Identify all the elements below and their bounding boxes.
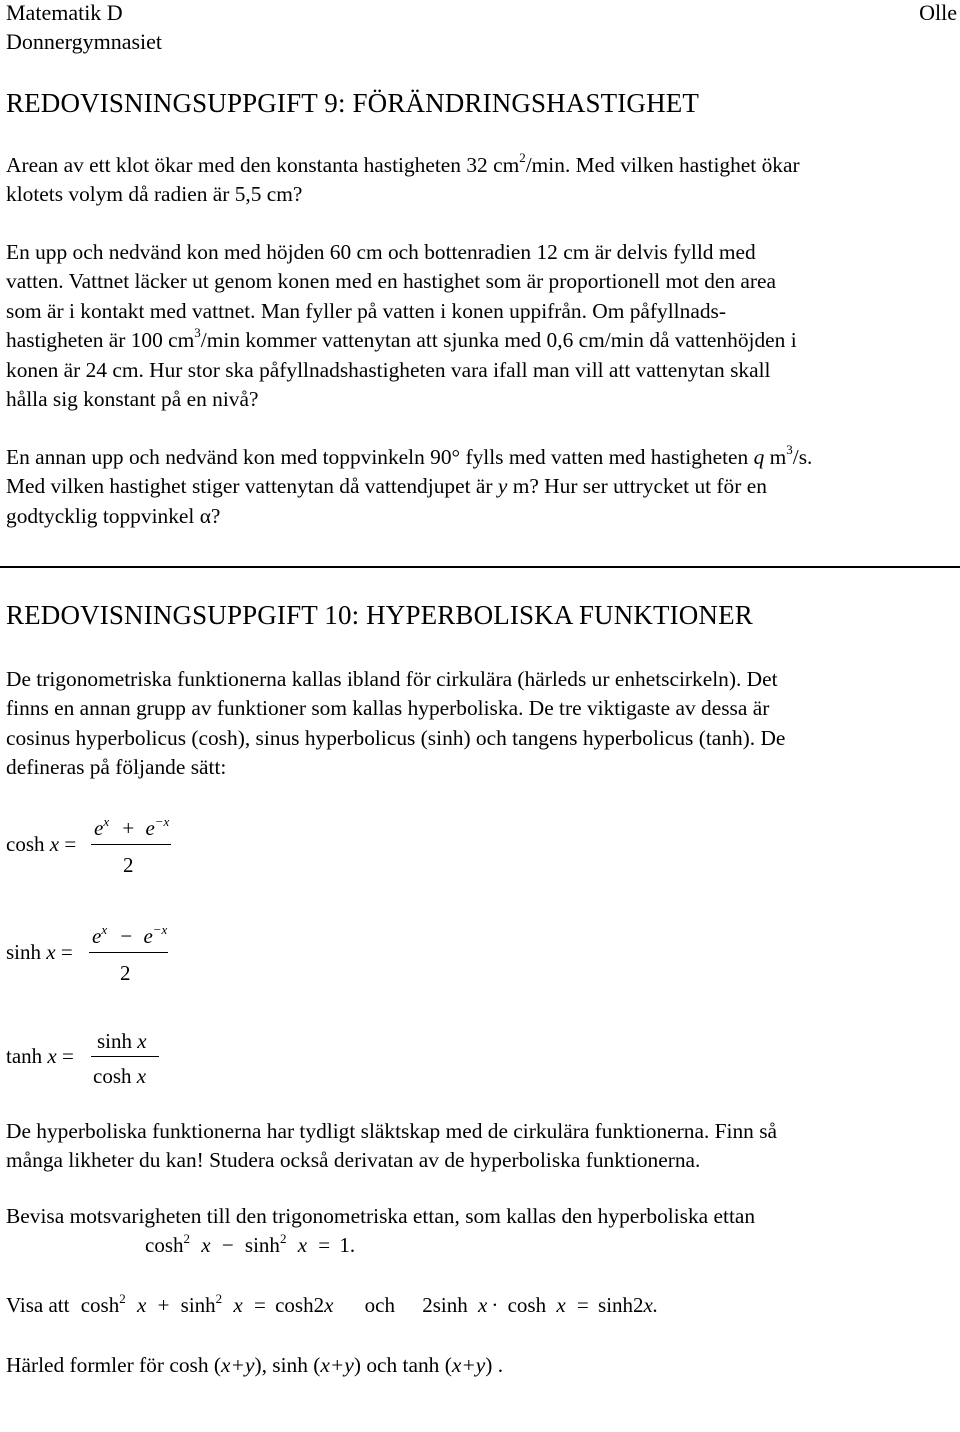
text-line: som är i kontakt med vattnet. Man fyller på vatten i konen uppifrån. Om påfyllnads-: [6, 298, 726, 323]
cosh-denominator: 2: [123, 853, 134, 877]
task9-paragraph-3: [6, 443, 956, 531]
task9-paragraph-2: [6, 238, 956, 414]
task10-paragraph-identity: [6, 1202, 956, 1263]
text-line: Arean av ett klot ökar med den konstanta hastigheten 32 $cm^2/\min$. Med vilken hastighet ökar: [6, 149, 800, 177]
text-line: konen är 24 cm. Hur stor ska påfyllnadshastigheten vara ifall man vill att vattenytan skall: [6, 357, 771, 382]
task10-paragraph-intro: [6, 665, 956, 783]
author-name: Olle: [919, 0, 957, 25]
task10-paragraph-show: [6, 1291, 956, 1322]
text-line: cosinus hyperbolicus (cosh), sinus hyperbolicus (sinh) och tangens hyperbolicus (tanh). De: [6, 725, 786, 750]
task9-title: REDOVISNINGSUPPGIFT 9: FÖRÄNDRINGSHASTIGHET: [6, 88, 700, 118]
text-line: De hyperboliska funktionerna har tydligt släktskap med de cirkulära funktionerna. Finn så: [6, 1119, 778, 1143]
task9-paragraph-1: [6, 151, 956, 210]
course-name: Matematik D: [6, 0, 123, 25]
text-line: godtycklig toppvinkel α?: [6, 503, 221, 528]
text-line: En annan upp och nedvänd kon med toppvinkeln 90° fylls med vatten med hastigheten q $m^3/s$.: [6, 441, 813, 469]
sinh-numerator: $e^x - e^{-x}$: [92, 922, 168, 948]
text-line: hålla sig konstant på en nivå?: [6, 387, 259, 412]
text-line: klotets volym då radien är 5,5 cm?: [6, 182, 303, 207]
task10-title: REDOVISNINGSUPPGIFT 10: HYPERBOLISKA FUNKTIONER: [6, 600, 753, 630]
text-line: många likheter du kan! Studera också derivatan av de hyperboliska funktionerna.: [6, 1148, 701, 1173]
task10-paragraph-derive: [6, 1351, 956, 1380]
task10-paragraph-relations: [6, 1117, 956, 1176]
text-line: Härled formler för cosh (x+y), sinh (x+y) och tanh (x+y) .: [6, 1353, 504, 1377]
cosh-lhs: cosh x =: [6, 832, 77, 856]
text-line: finns en annan grupp av funktioner som kallas hyperboliska. De tre viktigaste av dessa är: [6, 696, 770, 721]
tanh-denominator: cosh x: [93, 1064, 147, 1088]
page-header-left: [6, 0, 162, 56]
cosh-fraction-bar: [91, 844, 171, 845]
section-divider: [0, 566, 960, 568]
tanh-lhs: tanh x =: [6, 1044, 74, 1068]
school-name: Donnergymnasiet: [6, 29, 163, 54]
tanh-fraction-bar: [91, 1056, 159, 1057]
alpha-symbol: α: [199, 503, 211, 528]
sinh-denominator: 2: [120, 961, 131, 985]
text-line: Bevisa motsvarigheten till den trigonometriska ettan, som kallas den hyperboliska ettan: [6, 1204, 756, 1228]
text-line: Med vilken hastighet stiger vattenytan då vattendjupet är y m? Hur ser uttrycket ut för en: [6, 474, 767, 499]
text-line: vatten. Vattnet läcker ut genom konen med en hastighet som är proportionell mot den area: [6, 269, 777, 294]
cosh-numerator: $e^x + e^{-x}$: [94, 814, 170, 840]
text-line: defineras på följande sätt:: [6, 755, 227, 780]
sinh-fraction-bar: [89, 952, 168, 953]
text-line: Visa att $\cosh^2 x + \sinh^2 x = \cosh 2x$ och 2sinh x · cosh x = sinh2x.: [6, 1291, 659, 1317]
text-line: De trigonometriska funktionerna kallas ibland för cirkulära (härleds ur enhetscirkeln). Det: [6, 667, 778, 691]
text-line: En upp och nedvänd kon med höjden 60 cm och bottenradien 12 cm är delvis fylld med: [6, 240, 756, 264]
text-line: hastigheten är 100 $cm^3/\min$ kommer vattenytan att sjunka med 0,6 cm/min då vattenhöjden i: [6, 325, 797, 353]
hyperbolic-identity-formula: $\cosh^2 x - \sinh^2 x = 1$.: [145, 1231, 356, 1258]
tanh-numerator: sinh x: [97, 1029, 147, 1053]
sinh-lhs: sinh x =: [6, 940, 73, 964]
